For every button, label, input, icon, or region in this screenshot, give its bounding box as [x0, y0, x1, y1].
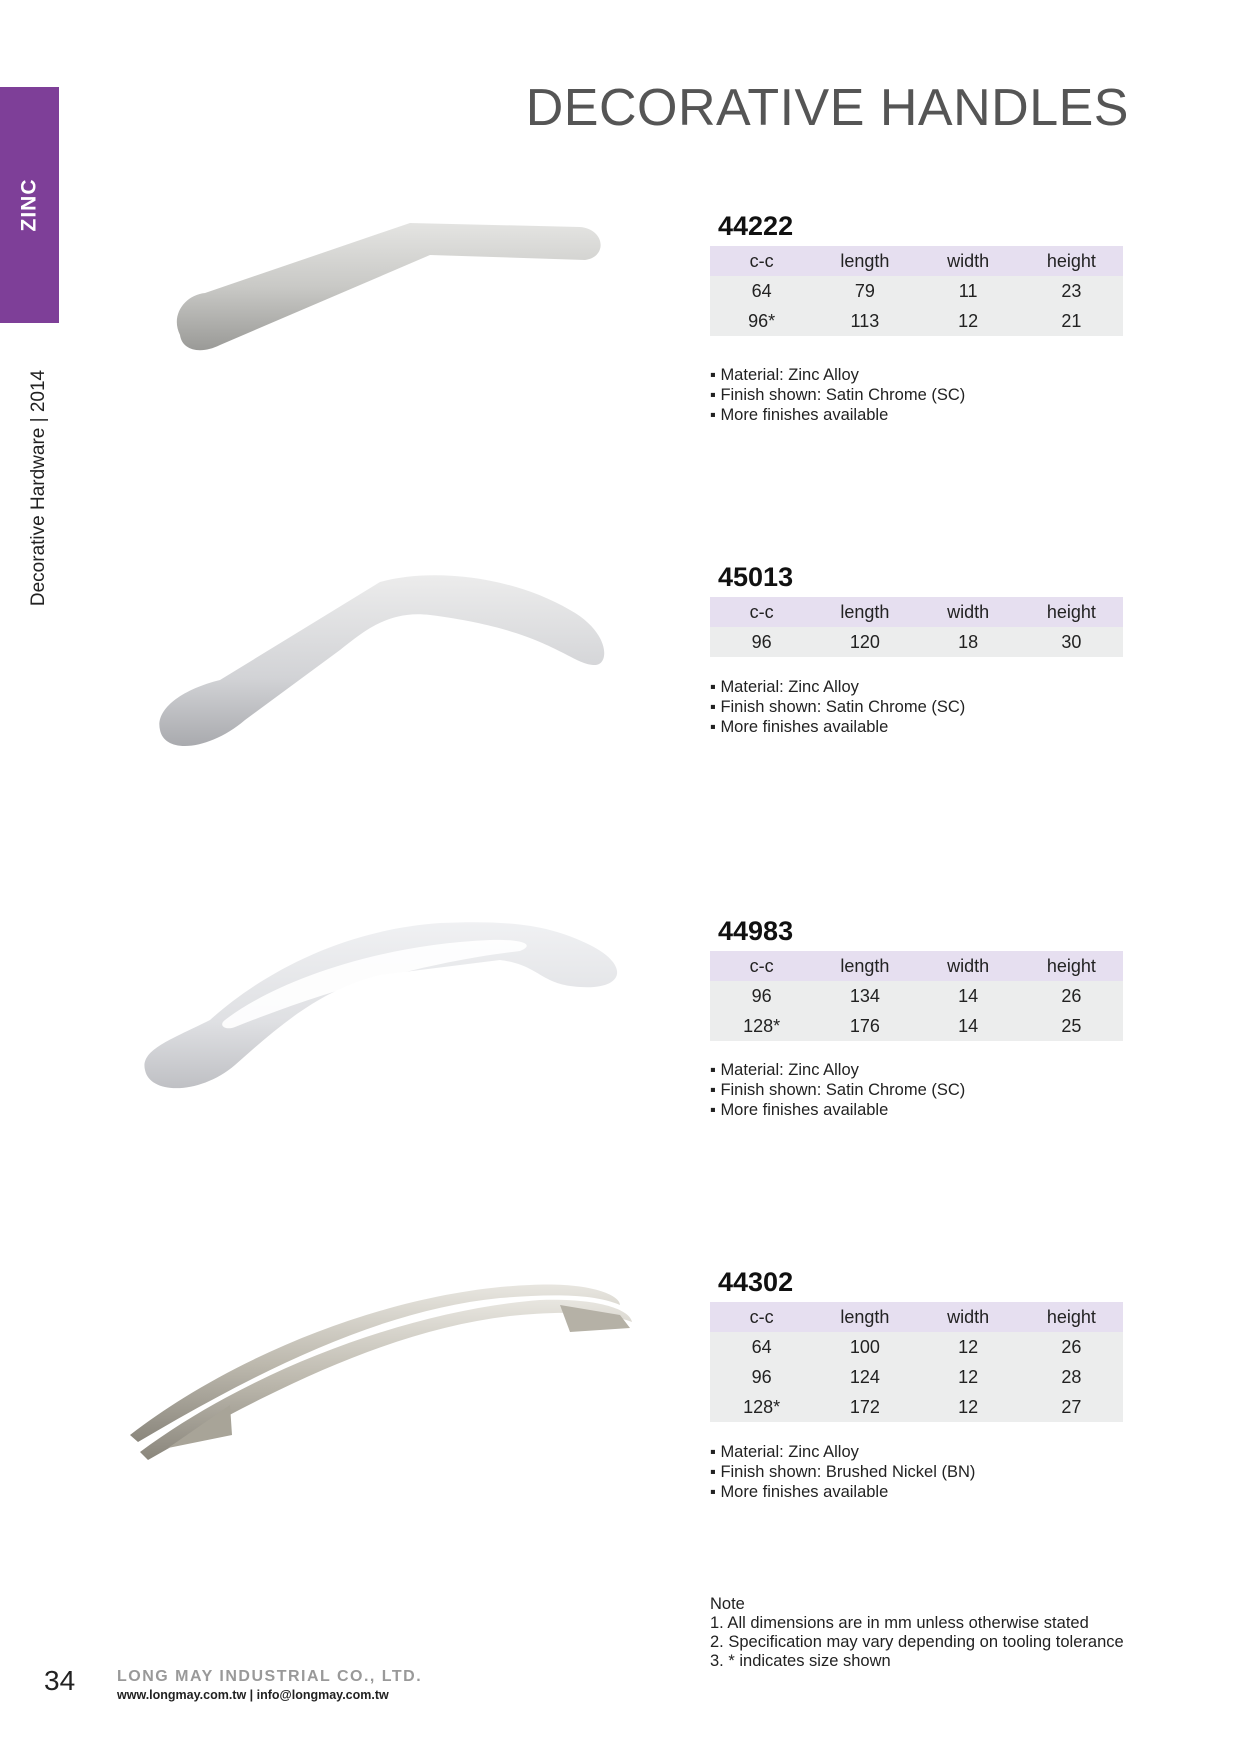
- spec-table: [710, 597, 1123, 657]
- col-header-height: height: [1020, 597, 1123, 627]
- col-header-cc: c-c: [710, 951, 813, 981]
- table-row: 64 79 11 23: [710, 276, 1123, 306]
- spec-table: [710, 246, 1123, 336]
- product-notes: [710, 677, 965, 737]
- table-row: 96 124 12 28: [710, 1362, 1123, 1392]
- note-line: 2. Specification may vary depending on tooling tolerance: [710, 1633, 1124, 1651]
- note-block: [710, 1595, 1124, 1671]
- product-code: 44302: [718, 1267, 794, 1297]
- page-number: 34: [44, 1665, 76, 1696]
- col-header-length: length: [813, 1302, 916, 1332]
- spec-table: [710, 1302, 1123, 1422]
- col-header-cc: c-c: [710, 597, 813, 627]
- table-row: 64 100 12 26: [710, 1332, 1123, 1362]
- col-header-height: height: [1020, 246, 1123, 276]
- table-row: 96* 113 12 21: [710, 306, 1123, 336]
- list-item: ▪ Material: Zinc Alloy: [710, 1442, 975, 1462]
- col-header-height: height: [1020, 951, 1123, 981]
- spec-table: [710, 951, 1123, 1041]
- note-heading: Note: [710, 1595, 745, 1613]
- col-header-cc: c-c: [710, 1302, 813, 1332]
- list-item: ▪ More finishes available: [710, 1482, 975, 1502]
- handle-44983-image: [140, 915, 630, 1095]
- list-item: ▪ Material: Zinc Alloy: [710, 365, 965, 385]
- note-line: 1. All dimensions are in mm unless otherwise stated: [710, 1614, 1089, 1632]
- list-item: ▪ Finish shown: Satin Chrome (SC): [710, 697, 965, 717]
- col-header-cc: c-c: [710, 246, 813, 276]
- table-row: 128* 176 14 25: [710, 1011, 1123, 1041]
- col-header-width: width: [917, 597, 1020, 627]
- category-tab-label: ZINC: [17, 178, 41, 232]
- col-header-height: height: [1020, 1302, 1123, 1332]
- list-item: ▪ Material: Zinc Alloy: [710, 677, 965, 697]
- col-header-width: width: [917, 951, 1020, 981]
- list-item: ▪ Finish shown: Satin Chrome (SC): [710, 385, 965, 405]
- col-header-width: width: [917, 1302, 1020, 1332]
- product-notes: [710, 1060, 965, 1120]
- list-item: ▪ More finishes available: [710, 1100, 965, 1120]
- list-item: ▪ More finishes available: [710, 405, 965, 425]
- table-row: 96 120 18 30: [710, 627, 1123, 657]
- list-item: ▪ Finish shown: Satin Chrome (SC): [710, 1080, 965, 1100]
- handle-44222-image: [160, 215, 610, 365]
- col-header-width: width: [917, 246, 1020, 276]
- product-code: 45013: [718, 562, 794, 592]
- note-line: 3. * indicates size shown: [710, 1652, 891, 1670]
- product-code: 44222: [718, 211, 794, 241]
- col-header-length: length: [813, 951, 916, 981]
- product-notes: [710, 365, 965, 425]
- product-notes: [710, 1442, 975, 1502]
- list-item: ▪ Material: Zinc Alloy: [710, 1060, 965, 1080]
- col-header-length: length: [813, 597, 916, 627]
- handle-45013-image: [150, 570, 620, 760]
- page-title: DECORATIVE HANDLES: [525, 79, 1129, 137]
- table-row: 128* 172 12 27: [710, 1392, 1123, 1422]
- list-item: ▪ More finishes available: [710, 717, 965, 737]
- list-item: ▪ Finish shown: Brushed Nickel (BN): [710, 1462, 975, 1482]
- product-code: 44983: [718, 916, 794, 946]
- table-row: 96 134 14 26: [710, 981, 1123, 1011]
- contact-info: www.longmay.com.tw | info@longmay.com.tw: [117, 1688, 389, 1702]
- col-header-length: length: [813, 246, 916, 276]
- handle-44302-image: [120, 1270, 640, 1470]
- company-name: LONG MAY INDUSTRIAL CO., LTD.: [117, 1668, 423, 1685]
- catalog-label: Decorative Hardware | 2014: [28, 369, 50, 606]
